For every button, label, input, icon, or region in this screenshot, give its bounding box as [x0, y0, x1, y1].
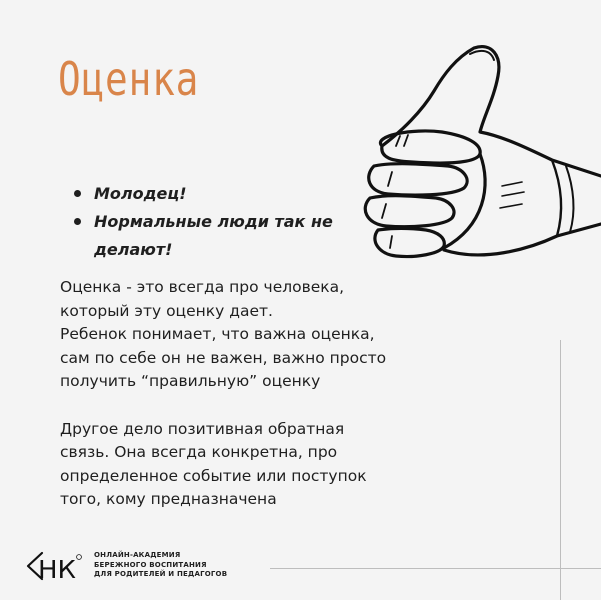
- text-line: который эту оценку дает.: [60, 301, 273, 320]
- text-line: того, кому предназначена: [60, 490, 277, 508]
- text-line: Ребенок понимает, что важна оценка,: [60, 325, 375, 343]
- logo-mark-text: НК: [38, 555, 77, 583]
- bullet-list: [72, 180, 372, 264]
- text-line: Оценка - это всегда про человека,: [60, 278, 345, 296]
- decorative-horizontal-line: [270, 568, 601, 569]
- list-item: Нормальные люди так не делают!: [72, 208, 372, 264]
- text-line: получить “правильную” оценку: [60, 372, 321, 390]
- decorative-vertical-line: [560, 340, 561, 600]
- list-item: Молодец!: [72, 180, 372, 208]
- page-title: Оценка: [58, 52, 200, 106]
- body-text: [60, 276, 420, 512]
- bullet-dot-icon: [74, 190, 81, 197]
- text-line: связь. Она всегда конкретна, про: [60, 443, 338, 461]
- text-line: Другое дело позитивная обратная: [60, 419, 345, 438]
- text-line: сам по себе он не важен, важно просто: [60, 348, 387, 367]
- academy-name: ОНЛАЙН-АКАДЕМИЯ БЕРЕЖНОГО ВОСПИТАНИЯ ДЛЯ РОДИТЕЛЕЙ И ПЕДАГОГОВ: [94, 551, 228, 578]
- thumbs-up-icon: [352, 36, 601, 268]
- text-line: определенное событие или поступок: [60, 466, 367, 485]
- academy-logo-icon: [24, 549, 84, 583]
- bullet-dot-icon: [74, 218, 81, 225]
